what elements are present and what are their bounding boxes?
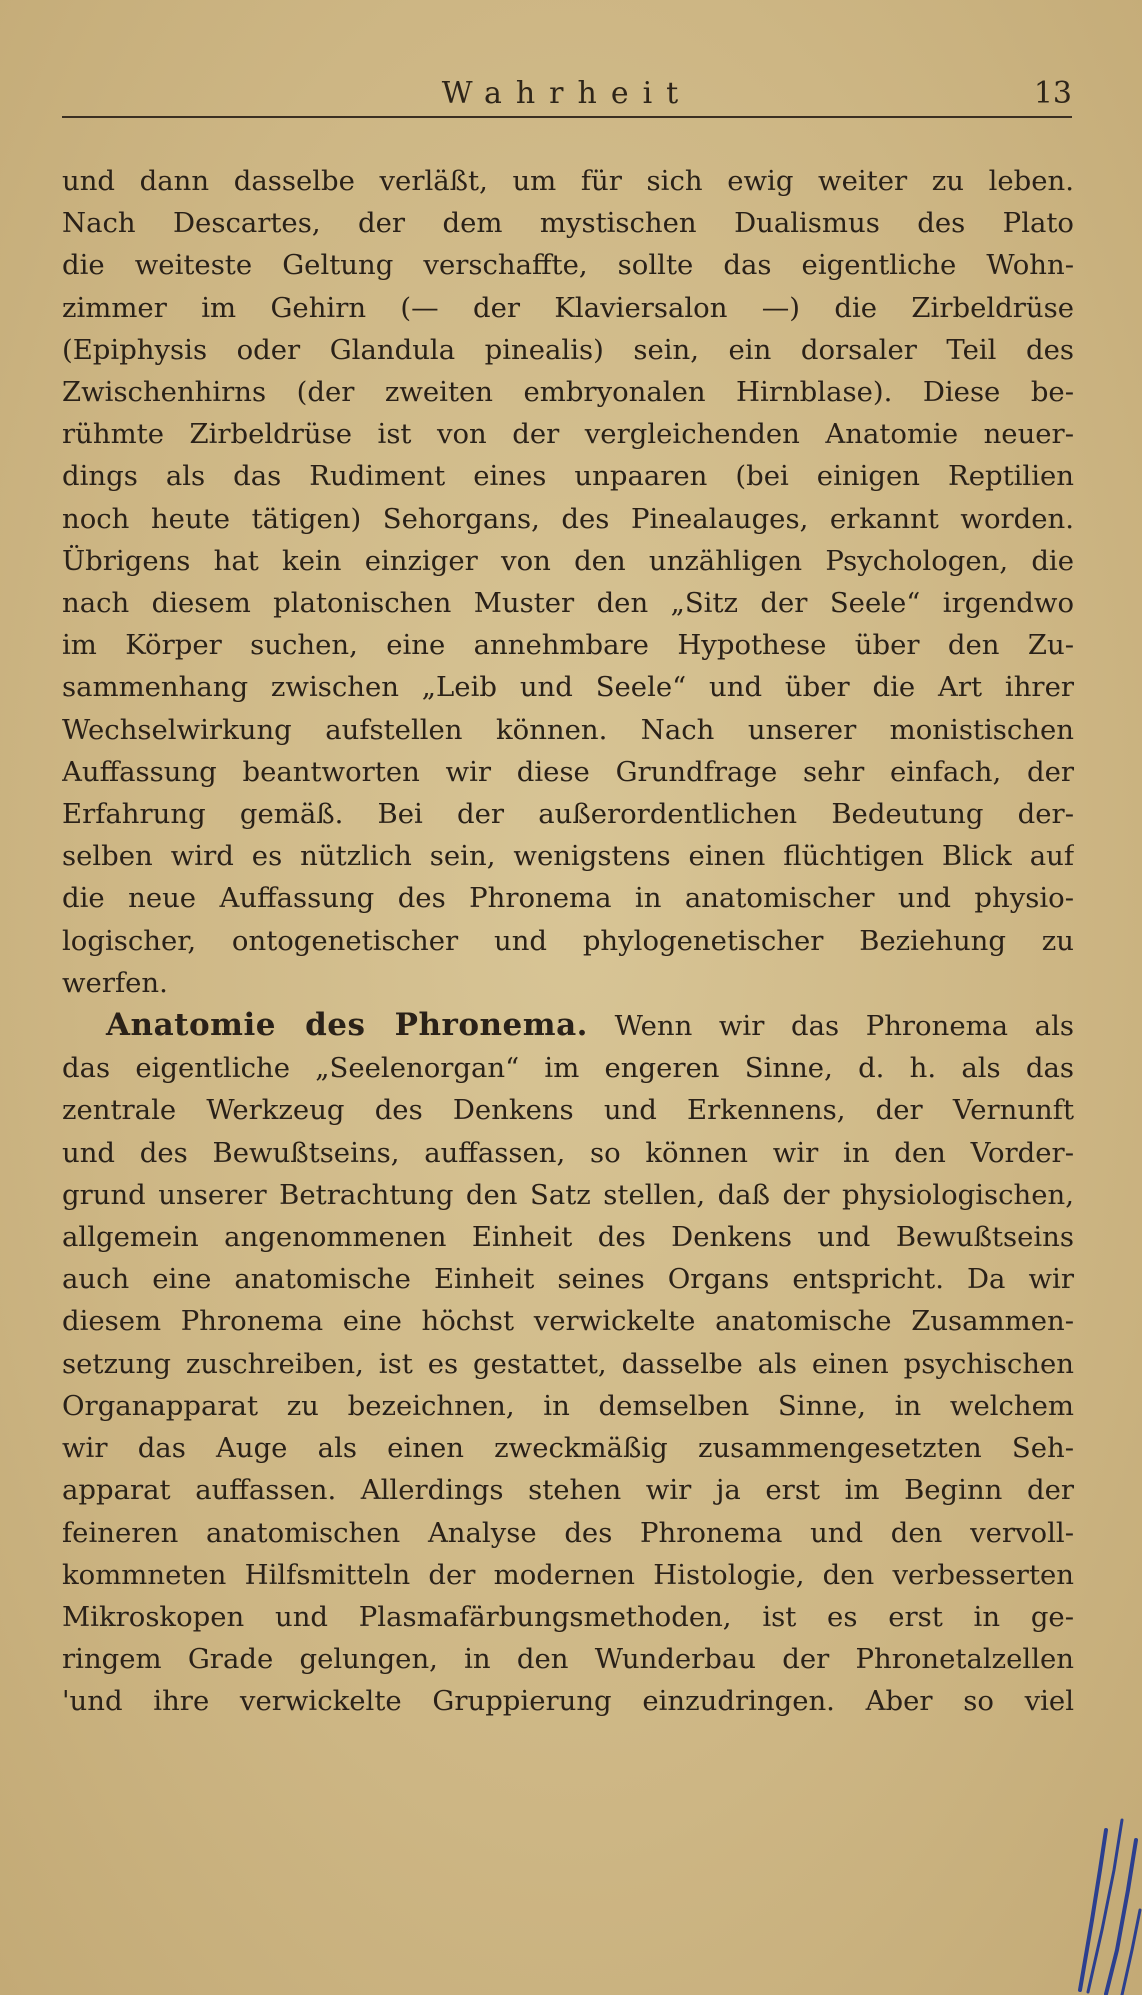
running-head xyxy=(62,76,1072,116)
text-line: grund unserer Betrachtung den Satz stellen, daß der physiologischen, xyxy=(62,1178,1074,1211)
text-line: nach diesem platonischen Muster den „Sitz der Seele“ irgendwo xyxy=(62,587,1074,620)
text-line: Übrigens hat kein einziger von den unzähligen Psychologen, die xyxy=(62,544,1074,577)
text-line: allgemein angenommenen Einheit des Denkens und Bewußtseins xyxy=(62,1221,1074,1254)
header-rule xyxy=(62,116,1072,118)
text-line: diesem Phronema eine höchst verwickelte anatomische Zusammen- xyxy=(62,1305,1074,1338)
text-line: das eigentliche „Seelenorgan“ im engeren Sinne, d. h. als das xyxy=(62,1052,1074,1085)
text-line: 'und ihre verwickelte Gruppierung einzudringen. Aber so viel xyxy=(62,1685,1074,1718)
text-line: Nach Descartes, der dem mystischen Dualismus des Plato xyxy=(62,207,1074,240)
text-line: Organapparat zu bezeichnen, in demselben Sinne, in welchem xyxy=(62,1389,1074,1422)
section-heading: Anatomie des Phronema. xyxy=(106,1007,588,1044)
text-line: feineren anatomischen Analyse des Phronema und den vervoll- xyxy=(62,1516,1074,1549)
section-first-line-text: Wenn wir das Phronema als xyxy=(614,1010,1074,1043)
text-line: werfen. xyxy=(62,966,168,999)
text-line: Mikroskopen und Plasmafärbungsmethoden, ist es erst in ge- xyxy=(62,1600,1074,1633)
text-line: Wechselwirkung aufstellen können. Nach unserer monistischen xyxy=(62,713,1074,746)
text-line: sammenhang zwischen „Leib und Seele“ und über die Art ihrer xyxy=(62,671,1074,704)
text-line: Zwischenhirns (der zweiten embryonalen Hirnblase). Diese be- xyxy=(62,376,1074,409)
text-line: setzung zuschreiben, ist es gestattet, dasselbe als einen psychischen xyxy=(62,1347,1074,1380)
text-line: wir das Auge als einen zweckmäßig zusammengesetzten Seh- xyxy=(62,1432,1074,1465)
text-line: die weiteste Geltung verschaffte, sollte das eigentliche Wohn- xyxy=(62,249,1074,282)
text-line: Erfahrung gemäß. Bei der außerordentlichen Bedeutung der- xyxy=(62,798,1074,831)
text-line: die neue Auffassung des Phronema in anatomischer und physio- xyxy=(62,882,1074,915)
body-text xyxy=(62,160,1074,1723)
text-line: ringem Grade gelungen, in den Wunderbau der Phronetalzellen xyxy=(62,1643,1074,1676)
text-line: im Körper suchen, eine annehmbare Hypothese über den Zu- xyxy=(62,629,1074,662)
text-line: dings als das Rudiment eines unpaaren (bei einigen Reptilien xyxy=(62,460,1074,493)
text-line: noch heute tätigen) Sehorgans, des Pinealauges, erkannt worden. xyxy=(62,502,1074,535)
text-line: auch eine anatomische Einheit seines Organs entspricht. Da wir xyxy=(62,1263,1074,1296)
text-line: Auffassung beantworten wir diese Grundfrage sehr einfach, der xyxy=(62,755,1074,788)
text-line: logischer, ontogenetischer und phylogenetischer Beziehung zu xyxy=(62,924,1074,957)
running-title: Wahrheit xyxy=(441,76,693,111)
text-line: rühmte Zirbeldrüse ist von der vergleichenden Anatomie neuer- xyxy=(62,418,1074,451)
text-line: und des Bewußtseins, auffassen, so können wir in den Vorder- xyxy=(62,1136,1074,1169)
text-line: zentrale Werkzeug des Denkens und Erkennens, der Vernunft xyxy=(62,1094,1074,1127)
page-number: 13 xyxy=(1033,76,1072,111)
text-line: (Epiphysis oder Glandula pinealis) sein, ein dorsaler Teil des xyxy=(62,333,1074,366)
text-line: apparat auffassen. Allerdings stehen wir ja erst im Beginn der xyxy=(62,1474,1074,1507)
pen-mark xyxy=(1062,1800,1142,1995)
text-line: selben wird es nützlich sein, wenigstens einen flüchtigen Blick auf xyxy=(62,840,1074,873)
text-line: zimmer im Gehirn (— der Klaviersalon —) die Zirbeldrüse xyxy=(62,291,1074,324)
section-first-line xyxy=(62,1004,1074,1047)
text-line: kommneten Hilfsmitteln der modernen Histologie, den verbesserten xyxy=(62,1558,1074,1591)
text-line: und dann dasselbe verläßt, um für sich ewig weiter zu leben. xyxy=(62,165,1074,197)
